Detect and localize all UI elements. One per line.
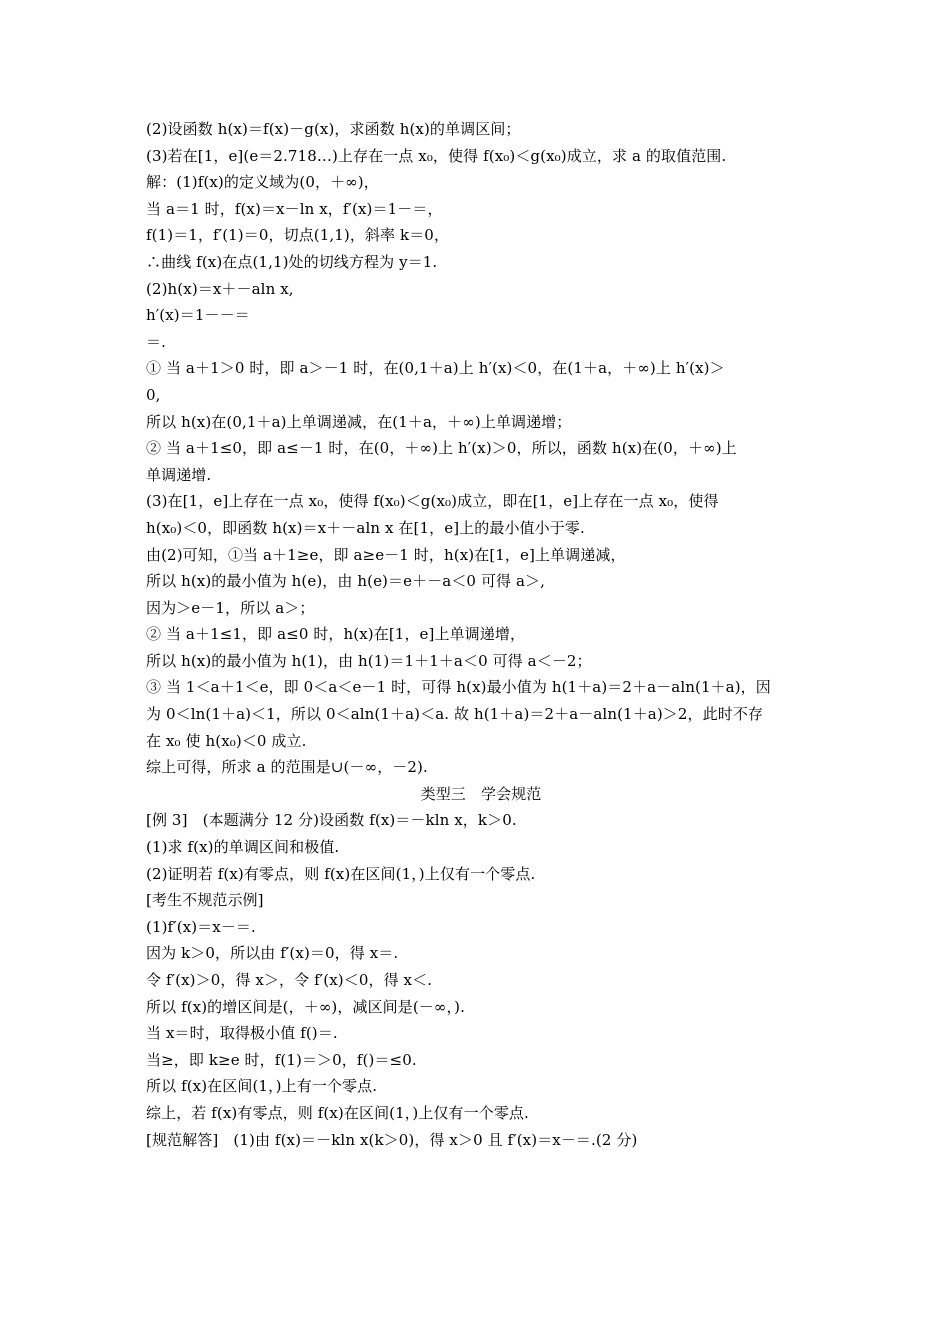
text-line: [例 3] (本题满分 12 分)设函数 f(x)＝－kln x，k＞0.: [146, 811, 517, 830]
text-line: 所以 h(x)在(0,1＋a)上单调递减，在(1＋a，＋∞)上单调递增；: [146, 412, 572, 431]
text-line: (2)证明若 f(x)有零点，则 f(x)在区间(1，)上仅有一个零点.: [146, 864, 536, 883]
text-line: 综上，若 f(x)有零点，则 f(x)在区间(1，)上仅有一个零点.: [146, 1103, 529, 1122]
text-line: [考生不规范示例]: [146, 891, 264, 910]
text-line: h(x₀)＜0，即函数 h(x)＝x＋－aln x 在[1，e]上的最小值小于零.: [146, 518, 585, 537]
text-line: (1)f′(x)＝x－＝.: [146, 917, 256, 936]
text-line: 所以 h(x)的最小值为 h(e)，由 h(e)＝e＋－a＜0 可得 a＞,: [146, 572, 546, 591]
text-line: 所以 h(x)的最小值为 h(1)，由 h(1)＝1＋1＋a＜0 可得 a＜－2；: [146, 651, 592, 670]
text-line: 所以 f(x)在区间(1，)上有一个零点.: [146, 1077, 378, 1096]
text-line: 因为 k＞0，所以由 f′(x)＝0，得 x＝.: [146, 944, 399, 963]
text-line: 因为＞e－1，所以 a＞；: [146, 598, 315, 617]
text-line: 当≥，即 k≥e 时，f(1)＝＞0，f()＝≤0.: [146, 1050, 417, 1069]
text-line: h′(x)＝1－－＝: [146, 306, 250, 325]
document-page: [146, 116, 816, 1153]
text-line: ＝.: [146, 332, 166, 351]
text-line: 为 0＜ln(1＋a)＜1，所以 0＜aln(1＋a)＜a. 故 h(1＋a)＝2＋a－aln(1＋a)＞2，此时不存: [146, 705, 764, 724]
text-line: ③ 当 1＜a＋1＜e，即 0＜a＜e－1 时，可得 h(x)最小值为 h(1＋a)＝2＋a－aln(1＋a)，因: [146, 678, 771, 697]
text-line: 当 a＝1 时，f(x)＝x－ln x，f′(x)＝1－＝，: [146, 199, 443, 218]
section-heading: 类型三 学会规范: [420, 784, 542, 803]
text-line: 0,: [146, 385, 161, 404]
text-line: (2)h(x)＝x＋－aln x,: [146, 279, 294, 298]
text-line: (1)求 f(x)的单调区间和极值.: [146, 838, 340, 857]
text-line: 由(2)可知，①当 a＋1≥e，即 a≥e－1 时，h(x)在[1，e]上单调递减，: [146, 545, 626, 564]
text-line: [规范解答] (1)由 f(x)＝－kln x(k＞0)，得 x＞0 且 f′(x)＝x－＝.(2 分): [146, 1130, 638, 1149]
text-line: 令 f′(x)＞0，得 x＞，令 f′(x)＜0，得 x＜.: [146, 971, 433, 989]
text-line: 在 x₀ 使 h(x₀)＜0 成立.: [146, 731, 307, 750]
text-line: ② 当 a＋1≤1，即 a≤0 时，h(x)在[1，e]上单调递增，: [146, 625, 526, 644]
text-line: 综上可得，所求 a 的范围是∪(－∞，－2).: [146, 758, 428, 777]
text-line: 单调递增.: [146, 465, 212, 484]
text-line: 当 x＝时，取得极小值 f()＝.: [146, 1024, 338, 1043]
text-line: 解：(1)f(x)的定义域为(0，＋∞)，: [146, 173, 379, 192]
text-line: ∴曲线 f(x)在点(1,1)处的切线方程为 y＝1.: [146, 252, 438, 271]
text-line: (3)若在[1，e](e＝2.718…)上存在一点 x₀，使得 f(x₀)＜g(x₀)成立，求 a 的取值范围.: [146, 146, 727, 165]
text-line: 所以 f(x)的增区间是(，＋∞)，减区间是(－∞，).: [146, 997, 465, 1016]
text-line: (3)在[1，e]上存在一点 x₀，使得 f(x₀)＜g(x₀)成立，即在[1，e]上存在一点 x₀，使得: [146, 492, 719, 511]
text-line: ① 当 a＋1＞0 时，即 a＞－1 时，在(0,1＋a)上 h′(x)＜0，在(1＋a，＋∞)上 h′(x)＞: [146, 359, 725, 378]
text-line: (2)设函数 h(x)＝f(x)－g(x)，求函数 h(x)的单调区间；: [146, 120, 521, 138]
text-line: f(1)＝1，f′(1)＝0，切点(1,1)，斜率 k＝0，: [146, 226, 450, 245]
text-line: ② 当 a＋1≤0，即 a≤－1 时，在(0，＋∞)上 h′(x)＞0，所以，函数 h(x)在(0，＋∞)上: [146, 439, 737, 458]
